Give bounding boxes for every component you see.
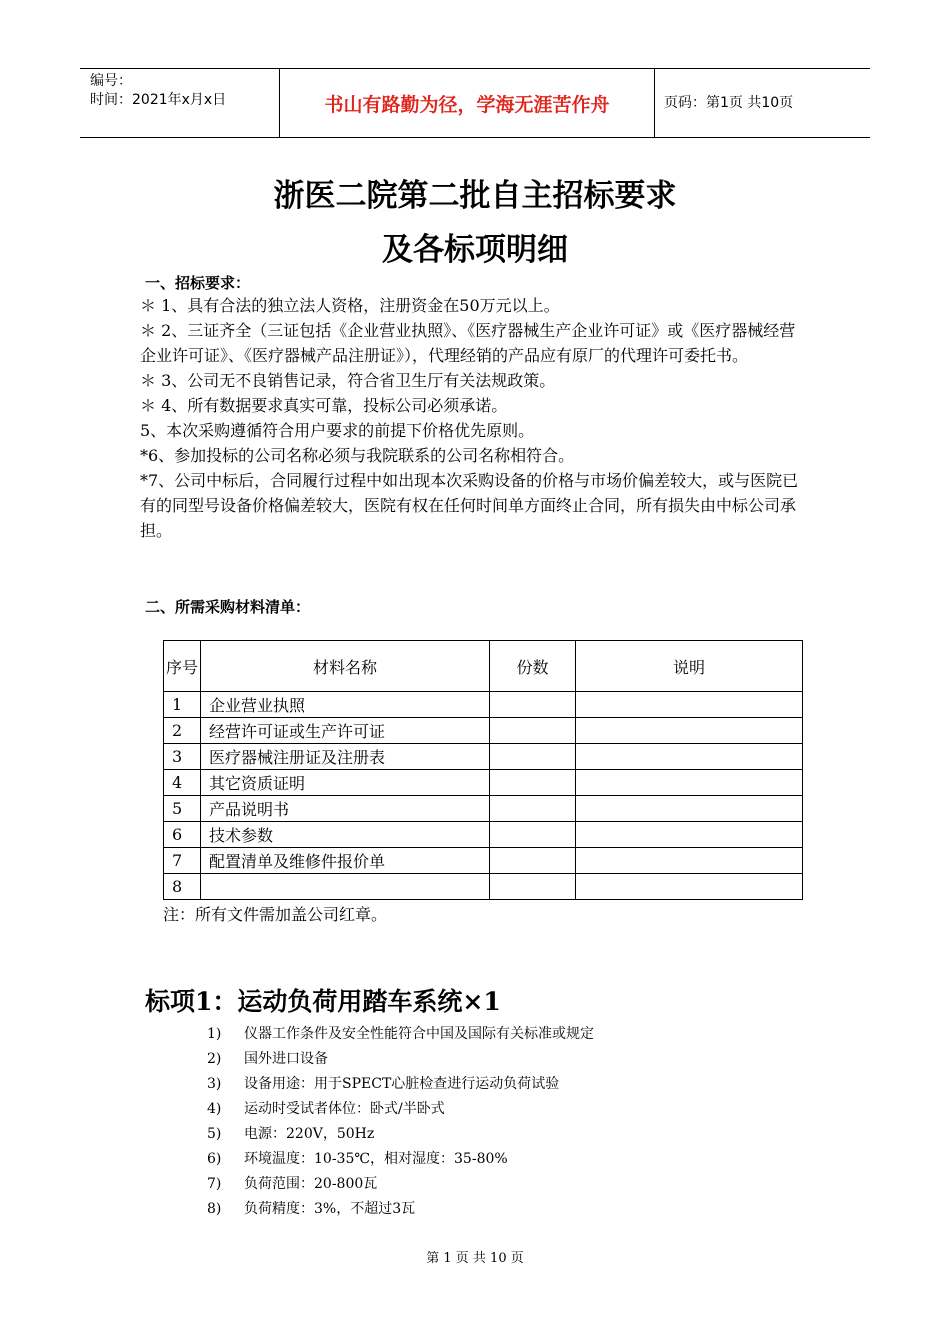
- header-slogan: 书山有路勤为径，学海无涯苦作舟: [280, 69, 655, 137]
- requirement-item: *6、参加投标的公司名称必须与我院联系的公司名称相符合。: [140, 446, 575, 465]
- number-label: 编号：: [90, 73, 132, 89]
- table-header-row: [164, 641, 803, 692]
- header-page-info: 页码：第1页 共10页: [664, 95, 794, 111]
- requirement-item: *7、公司中标后，合同履行过程中如出现本次采购设备的价格与市场价偏差较大，或与医院已有的同型号设备价格偏差较大，医院有权在任何时间单方面终止合同，所有损失由中标公司承担。: [140, 471, 799, 540]
- requirement-item: ＊ 1、具有合法的独立法人资格，注册资金在50万元以上。: [140, 296, 560, 315]
- list-item: 5) 电源：220V，50Hz: [207, 1126, 375, 1142]
- table-row: 2 经营许可证或生产许可证: [164, 718, 803, 744]
- list-item: 7) 负荷范围：20-800瓦: [207, 1176, 378, 1192]
- document-title-line1: 浙医二院第二批自主招标要求: [273, 178, 677, 214]
- lot1-spec-list: [207, 1022, 594, 1222]
- requirement-item: ＊ 2、三证齐全（三证包括《企业营业执照》、《医疗器械生产企业许可证》或《医疗器械经营企业许可证》、《医疗器械产品注册证》），代理经销的产品应有原厂的代理许可委托书。: [140, 321, 796, 365]
- list-item: 1) 仪器工作条件及安全性能符合中国及国际有关标准或规定: [207, 1026, 594, 1042]
- header-cell-copies: 份数: [490, 641, 576, 692]
- list-item: 6) 环境温度：10-35℃，相对湿度：35-80%: [207, 1151, 508, 1167]
- lot1-heading: 标项1：运动负荷用踏车系统×1: [145, 987, 501, 1016]
- table-row: 6 技术参数: [164, 822, 803, 848]
- table-row: 3 医疗器械注册证及注册表: [164, 744, 803, 770]
- page-footer: 第 1 页 共 10 页: [426, 1251, 524, 1266]
- list-item: 8) 负荷精度：3%，不超过3瓦: [207, 1201, 416, 1217]
- list-item: 4) 运动时受试者体位：卧式/半卧式: [207, 1101, 445, 1117]
- header-cell-notes: 说明: [576, 641, 803, 692]
- header-cell-no: 序号: [164, 641, 201, 692]
- table-row: 5 产品说明书: [164, 796, 803, 822]
- section1-heading: 一、招标要求：: [145, 274, 251, 292]
- table-row: 7 配置清单及维修件报价单: [164, 848, 803, 874]
- list-item: 2) 国外进口设备: [207, 1051, 328, 1067]
- time-label: 时间：2021年x月x日: [90, 92, 227, 108]
- table-note: 注：所有文件需加盖公司红章。: [163, 905, 388, 924]
- page-header: [80, 68, 870, 138]
- requirement-item: ＊ 3、公司无不良销售记录，符合省卫生厅有关法规政策。: [140, 371, 556, 390]
- document-title-line2: 及各标项明细: [382, 232, 568, 268]
- section2-heading: 二、所需采购材料清单：: [145, 598, 311, 616]
- table-row: 8: [164, 874, 803, 900]
- materials-table: [163, 640, 803, 900]
- table-row: 1 企业营业执照: [164, 692, 803, 718]
- header-cell-name: 材料名称: [201, 641, 490, 692]
- requirement-item: 5、本次采购遵循符合用户要求的前提下价格优先原则。: [140, 421, 535, 440]
- list-item: 3) 设备用途：用于SPECT心脏检查进行运动负荷试验: [207, 1076, 560, 1092]
- table-row: 4 其它资质证明: [164, 770, 803, 796]
- header-info: [80, 69, 280, 137]
- requirements-list: [140, 293, 810, 543]
- requirement-item: ＊ 4、所有数据要求真实可靠，投标公司必须承诺。: [140, 396, 508, 415]
